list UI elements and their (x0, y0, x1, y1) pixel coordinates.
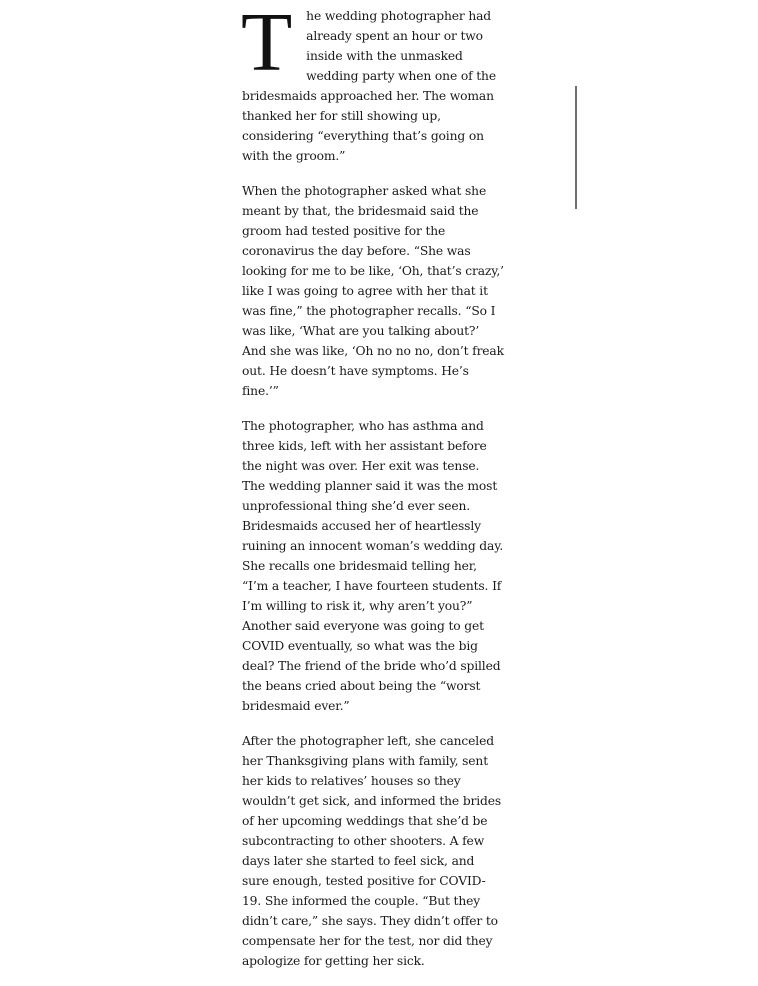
article-paragraph-4: After the photographer left, she canceled her Thanksgiving plans with family, sent her kids to relatives’ houses so they wouldn’t get sick, and informed the brides of her upcoming weddings that she’d be subcontracting to other shooters. A few days later she started to feel sick, and sure enough, tested positive for COVID-19. She informed the couple. “But they didn’t care,” she says. They didn’t offer to compensate her for the test, nor did they apologize for getting her sick. (242, 734, 502, 968)
article-paragraph-1 (241, 0, 504, 166)
article-body (241, 0, 504, 986)
article-paragraph-2: When the photographer asked what she meant by that, the bridesmaid said the groom had tested positive for the coronavirus the day before. “She was looking for me to be like, ‘Oh, that’s crazy,’ like I was going to agree with her that it was fine,” the photographer recalls. “So I was like, ‘What are you talking about?’ And she was like, ‘Oh no no no, don’t freak out. He doesn’t have symptoms. He’s fine.’” (242, 184, 504, 398)
scrollbar-thumb[interactable] (575, 86, 577, 209)
article-paragraph-3: The photographer, who has asthma and three kids, left with her assistant before the night was over. Her exit was tense. The wedding planner said it was the most unprofessional thing she’d ever seen. Bridesmaids accused her of heartlessly ruining an innocent woman’s wedding day. She recalls one bridesmaid telling her, “I’m a teacher, I have fourteen students. If I’m willing to risk it, why aren’t you?” Another said everyone was going to get COVID eventually, so what was the big deal? The friend of the bride who’d spilled the beans cried about being the “worst bridesmaid ever.” (242, 419, 504, 713)
drop-cap: T (241, 0, 293, 89)
paragraph-text: he wedding photographer had already spent an hour or two inside with the unmasked wedding party when one of the bridesmaids approached her. The woman thanked her for still showing up, considering “everything that’s going on with the groom.” (242, 9, 496, 163)
